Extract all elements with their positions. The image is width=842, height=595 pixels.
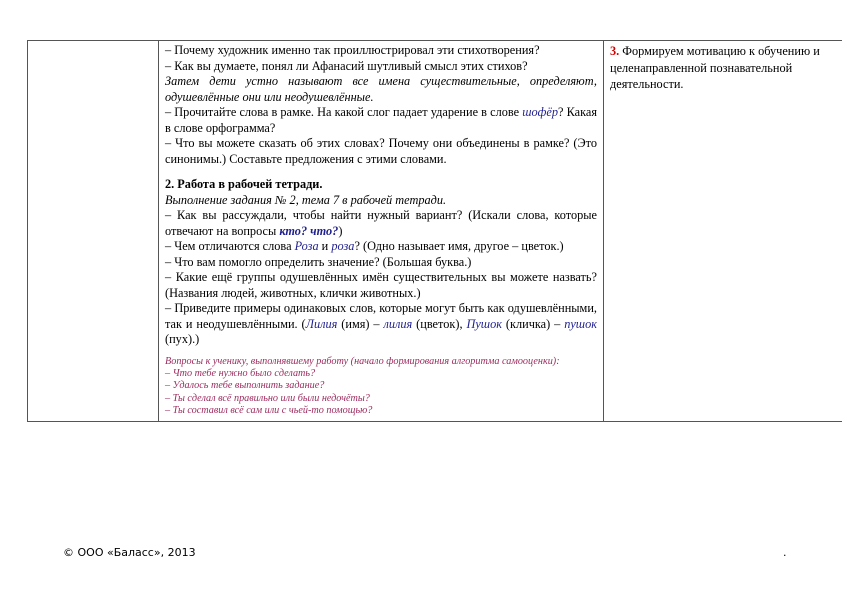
self-eval-item: – Ты сделал всё правильно или были недочёты? [165,392,370,404]
meaning-question: – Что вам помогло определить значение? (Большая буква.) [165,254,472,269]
teacher-note: Затем дети устно называют все имена существительные, определяют, одушевлённые они или неодушевлённые. [165,74,597,104]
section-title: 2. Работа в рабочей тетради. [165,177,323,191]
activity-cell [159,41,604,422]
question-line: – Как вы думаете, понял ли Афанасий шутливый смысл этих стихов? [165,58,528,73]
examples-question: – Приведите примеры одинаковых слов, которые могут быть как одушевлёнными, так и неодушевлёнными. (Лилия (имя) – лилия (цветок), Пушок (кличка) – пушок (пух).) [165,301,597,346]
rose-question: – Чем отличаются слова Роза и роза? (Одно называет имя, другое – цветок.) [165,239,564,253]
copyright-footer: © ООО «Баласс», 2013 [63,546,196,559]
self-eval-item: – Что тебе нужно было сделать? [165,367,316,379]
synonyms-question: – Что вы можете сказать об этих словах? Почему они объединены в рамке? (Это синонимы.) Составьте предложения с этими словами. [165,136,597,166]
task-note: Выполнение задания № 2, тема 7 в рабочей тетради. [165,192,447,207]
frame-question: – Прочитайте слова в рамке. На какой слог падает ударение в слове шофёр? Какая в слове орфограмма? [165,105,598,135]
highlight-word: шофёр [522,105,558,119]
groups-question: – Какие ещё группы одушевлённых имён существительных вы можете назвать? (Названия людей, животных, клички животных.) [165,270,597,300]
goal-number: 3. [610,44,620,58]
self-eval-item: – Ты составил всё сам или с чьей-то помощью? [165,405,373,417]
self-eval-item: – Удалось тебе выполнить задание? [165,380,325,392]
table-row [28,41,842,422]
lesson-table [27,40,842,422]
page-mark: . [783,546,787,559]
stage-cell [28,41,159,422]
question-line: – Почему художник именно так проиллюстрировал эти стихотворения? [165,43,540,57]
highlight-questions: кто? что? [279,223,339,238]
reasoning-question: – Как вы рассуждали, чтобы найти нужный вариант? (Искали слова, которые отвечают на вопросы кто? что?) [165,208,597,238]
goal-text: 3. Формируем мотивацию к обучению и целенаправленной познавательной деятельности. [610,44,820,91]
goals-cell [604,41,842,422]
self-eval-intro: Вопросы к ученику, выполнявшему работу (начало формирования алгоритма самооценки): [165,355,560,367]
